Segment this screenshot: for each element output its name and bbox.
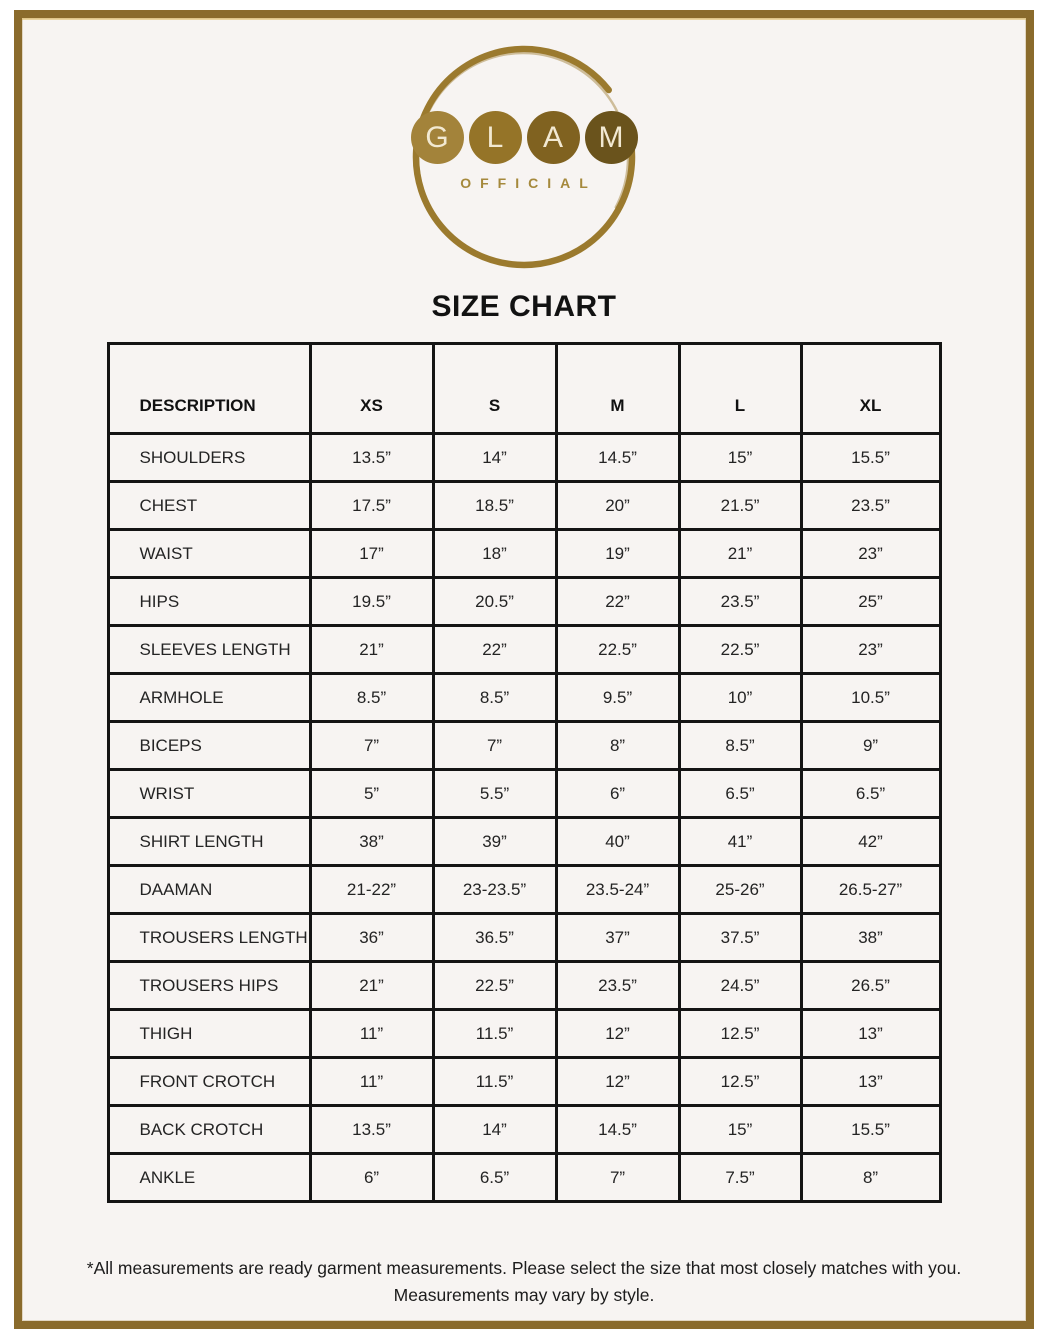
column-header-xs: XS bbox=[310, 344, 433, 434]
measurement-value: 14” bbox=[433, 434, 556, 482]
measurement-value: 7” bbox=[310, 722, 433, 770]
measurement-value: 17.5” bbox=[310, 482, 433, 530]
measurement-value: 6.5” bbox=[679, 770, 801, 818]
measurement-value: 22.5” bbox=[556, 626, 679, 674]
table-row bbox=[108, 1010, 940, 1058]
measurement-value: 15.5” bbox=[801, 434, 940, 482]
measurement-value: 14” bbox=[433, 1106, 556, 1154]
measurement-value: 38” bbox=[310, 818, 433, 866]
row-label: SHOULDERS bbox=[108, 434, 310, 482]
measurement-value: 23.5” bbox=[556, 962, 679, 1010]
measurement-value: 17” bbox=[310, 530, 433, 578]
row-label: SLEEVES LENGTH bbox=[108, 626, 310, 674]
measurement-value: 13.5” bbox=[310, 1106, 433, 1154]
table-row bbox=[108, 818, 940, 866]
row-label: DAAMAN bbox=[108, 866, 310, 914]
table-row bbox=[108, 722, 940, 770]
header-row bbox=[108, 344, 940, 434]
measurement-value: 25-26” bbox=[679, 866, 801, 914]
measurement-value: 23.5-24” bbox=[556, 866, 679, 914]
column-header-xl: XL bbox=[801, 344, 940, 434]
measurement-value: 23.5” bbox=[801, 482, 940, 530]
measurement-value: 18” bbox=[433, 530, 556, 578]
gold-frame bbox=[14, 10, 1034, 1329]
measurement-value: 6” bbox=[556, 770, 679, 818]
measurement-value: 22.5” bbox=[433, 962, 556, 1010]
measurement-value: 39” bbox=[433, 818, 556, 866]
measurement-value: 24.5” bbox=[679, 962, 801, 1010]
table-row bbox=[108, 482, 940, 530]
measurement-value: 6.5” bbox=[801, 770, 940, 818]
measurement-value: 10” bbox=[679, 674, 801, 722]
measurement-value: 26.5-27” bbox=[801, 866, 940, 914]
table-row bbox=[108, 530, 940, 578]
measurement-value: 12.5” bbox=[679, 1058, 801, 1106]
row-label: CHEST bbox=[108, 482, 310, 530]
row-label: SHIRT LENGTH bbox=[108, 818, 310, 866]
measurement-value: 12” bbox=[556, 1010, 679, 1058]
row-label: BACK CROTCH bbox=[108, 1106, 310, 1154]
measurement-value: 26.5” bbox=[801, 962, 940, 1010]
measurement-value: 41” bbox=[679, 818, 801, 866]
measurement-value: 15.5” bbox=[801, 1106, 940, 1154]
table-row bbox=[108, 962, 940, 1010]
measurement-value: 6.5” bbox=[433, 1154, 556, 1202]
table-row bbox=[108, 434, 940, 482]
measurement-value: 42” bbox=[801, 818, 940, 866]
table-row bbox=[108, 578, 940, 626]
table-row bbox=[108, 1058, 940, 1106]
table-row bbox=[108, 770, 940, 818]
measurement-value: 13” bbox=[801, 1058, 940, 1106]
measurement-value: 21-22” bbox=[310, 866, 433, 914]
measurement-value: 22” bbox=[556, 578, 679, 626]
table-row bbox=[108, 866, 940, 914]
measurement-value: 23.5” bbox=[679, 578, 801, 626]
row-label: WAIST bbox=[108, 530, 310, 578]
column-header-m: M bbox=[556, 344, 679, 434]
measurement-value: 37.5” bbox=[679, 914, 801, 962]
measurement-value: 5.5” bbox=[433, 770, 556, 818]
measurement-value: 9.5” bbox=[556, 674, 679, 722]
row-label: ARMHOLE bbox=[108, 674, 310, 722]
measurement-value: 36.5” bbox=[433, 914, 556, 962]
column-header-description: DESCRIPTION bbox=[108, 344, 310, 434]
column-header-s: S bbox=[433, 344, 556, 434]
row-label: THIGH bbox=[108, 1010, 310, 1058]
measurement-value: 23” bbox=[801, 530, 940, 578]
measurement-value: 12.5” bbox=[679, 1010, 801, 1058]
logo-letter-circle-m: M bbox=[585, 111, 638, 164]
measurement-value: 8” bbox=[556, 722, 679, 770]
measurement-value: 21” bbox=[310, 626, 433, 674]
measurement-value: 6” bbox=[310, 1154, 433, 1202]
table-row bbox=[108, 626, 940, 674]
measurement-value: 7.5” bbox=[679, 1154, 801, 1202]
measurement-value: 7” bbox=[433, 722, 556, 770]
row-label: TROUSERS LENGTH bbox=[108, 914, 310, 962]
measurement-value: 7” bbox=[556, 1154, 679, 1202]
row-label: ANKLE bbox=[108, 1154, 310, 1202]
row-label: WRIST bbox=[108, 770, 310, 818]
footnote-line-2: Measurements may vary by style. bbox=[393, 1285, 655, 1306]
measurement-value: 10.5” bbox=[801, 674, 940, 722]
measurement-value: 23” bbox=[801, 626, 940, 674]
measurement-value: 19.5” bbox=[310, 578, 433, 626]
measurement-value: 25” bbox=[801, 578, 940, 626]
measurement-value: 8.5” bbox=[679, 722, 801, 770]
measurement-value: 14.5” bbox=[556, 1106, 679, 1154]
measurement-value: 19” bbox=[556, 530, 679, 578]
measurement-value: 21” bbox=[310, 962, 433, 1010]
logo-letters bbox=[411, 111, 638, 164]
measurement-value: 9” bbox=[801, 722, 940, 770]
measurement-value: 20” bbox=[556, 482, 679, 530]
table-row bbox=[108, 1106, 940, 1154]
logo-letter-circle-l: L bbox=[469, 111, 522, 164]
measurement-value: 37” bbox=[556, 914, 679, 962]
measurement-value: 12” bbox=[556, 1058, 679, 1106]
measurement-value: 40” bbox=[556, 818, 679, 866]
logo-letter-circle-g: G bbox=[411, 111, 464, 164]
measurement-value: 22” bbox=[433, 626, 556, 674]
column-header-l: L bbox=[679, 344, 801, 434]
measurement-value: 23-23.5” bbox=[433, 866, 556, 914]
table-body bbox=[108, 434, 940, 1202]
measurement-value: 11” bbox=[310, 1058, 433, 1106]
measurement-value: 38” bbox=[801, 914, 940, 962]
table-header bbox=[108, 344, 940, 434]
measurement-value: 18.5” bbox=[433, 482, 556, 530]
logo-letter-circle-a: A bbox=[527, 111, 580, 164]
measurement-value: 13” bbox=[801, 1010, 940, 1058]
measurement-value: 15” bbox=[679, 1106, 801, 1154]
measurement-value: 8” bbox=[801, 1154, 940, 1202]
page-title: SIZE CHART bbox=[431, 290, 617, 323]
brand-subtitle: OFFICIAL bbox=[460, 175, 597, 191]
brand-logo bbox=[406, 40, 642, 276]
page-content bbox=[22, 18, 1026, 1321]
table-row bbox=[108, 914, 940, 962]
measurement-value: 20.5” bbox=[433, 578, 556, 626]
measurement-value: 21.5” bbox=[679, 482, 801, 530]
measurement-value: 22.5” bbox=[679, 626, 801, 674]
measurement-value: 11.5” bbox=[433, 1058, 556, 1106]
row-label: BICEPS bbox=[108, 722, 310, 770]
measurement-value: 5” bbox=[310, 770, 433, 818]
measurement-value: 8.5” bbox=[433, 674, 556, 722]
measurement-value: 21” bbox=[679, 530, 801, 578]
measurement-value: 14.5” bbox=[556, 434, 679, 482]
footnote-line-1: *All measurements are ready garment measurements. Please select the size that most closely matches with you. bbox=[86, 1258, 962, 1278]
measurement-value: 13.5” bbox=[310, 434, 433, 482]
measurement-value: 11.5” bbox=[433, 1010, 556, 1058]
row-label: HIPS bbox=[108, 578, 310, 626]
size-chart-table bbox=[107, 342, 942, 1203]
row-label: FRONT CROTCH bbox=[108, 1058, 310, 1106]
table-row bbox=[108, 674, 940, 722]
footnote bbox=[87, 1255, 961, 1309]
measurement-value: 11” bbox=[310, 1010, 433, 1058]
measurement-value: 15” bbox=[679, 434, 801, 482]
row-label: TROUSERS HIPS bbox=[108, 962, 310, 1010]
measurement-value: 36” bbox=[310, 914, 433, 962]
measurement-value: 8.5” bbox=[310, 674, 433, 722]
table-row bbox=[108, 1154, 940, 1202]
